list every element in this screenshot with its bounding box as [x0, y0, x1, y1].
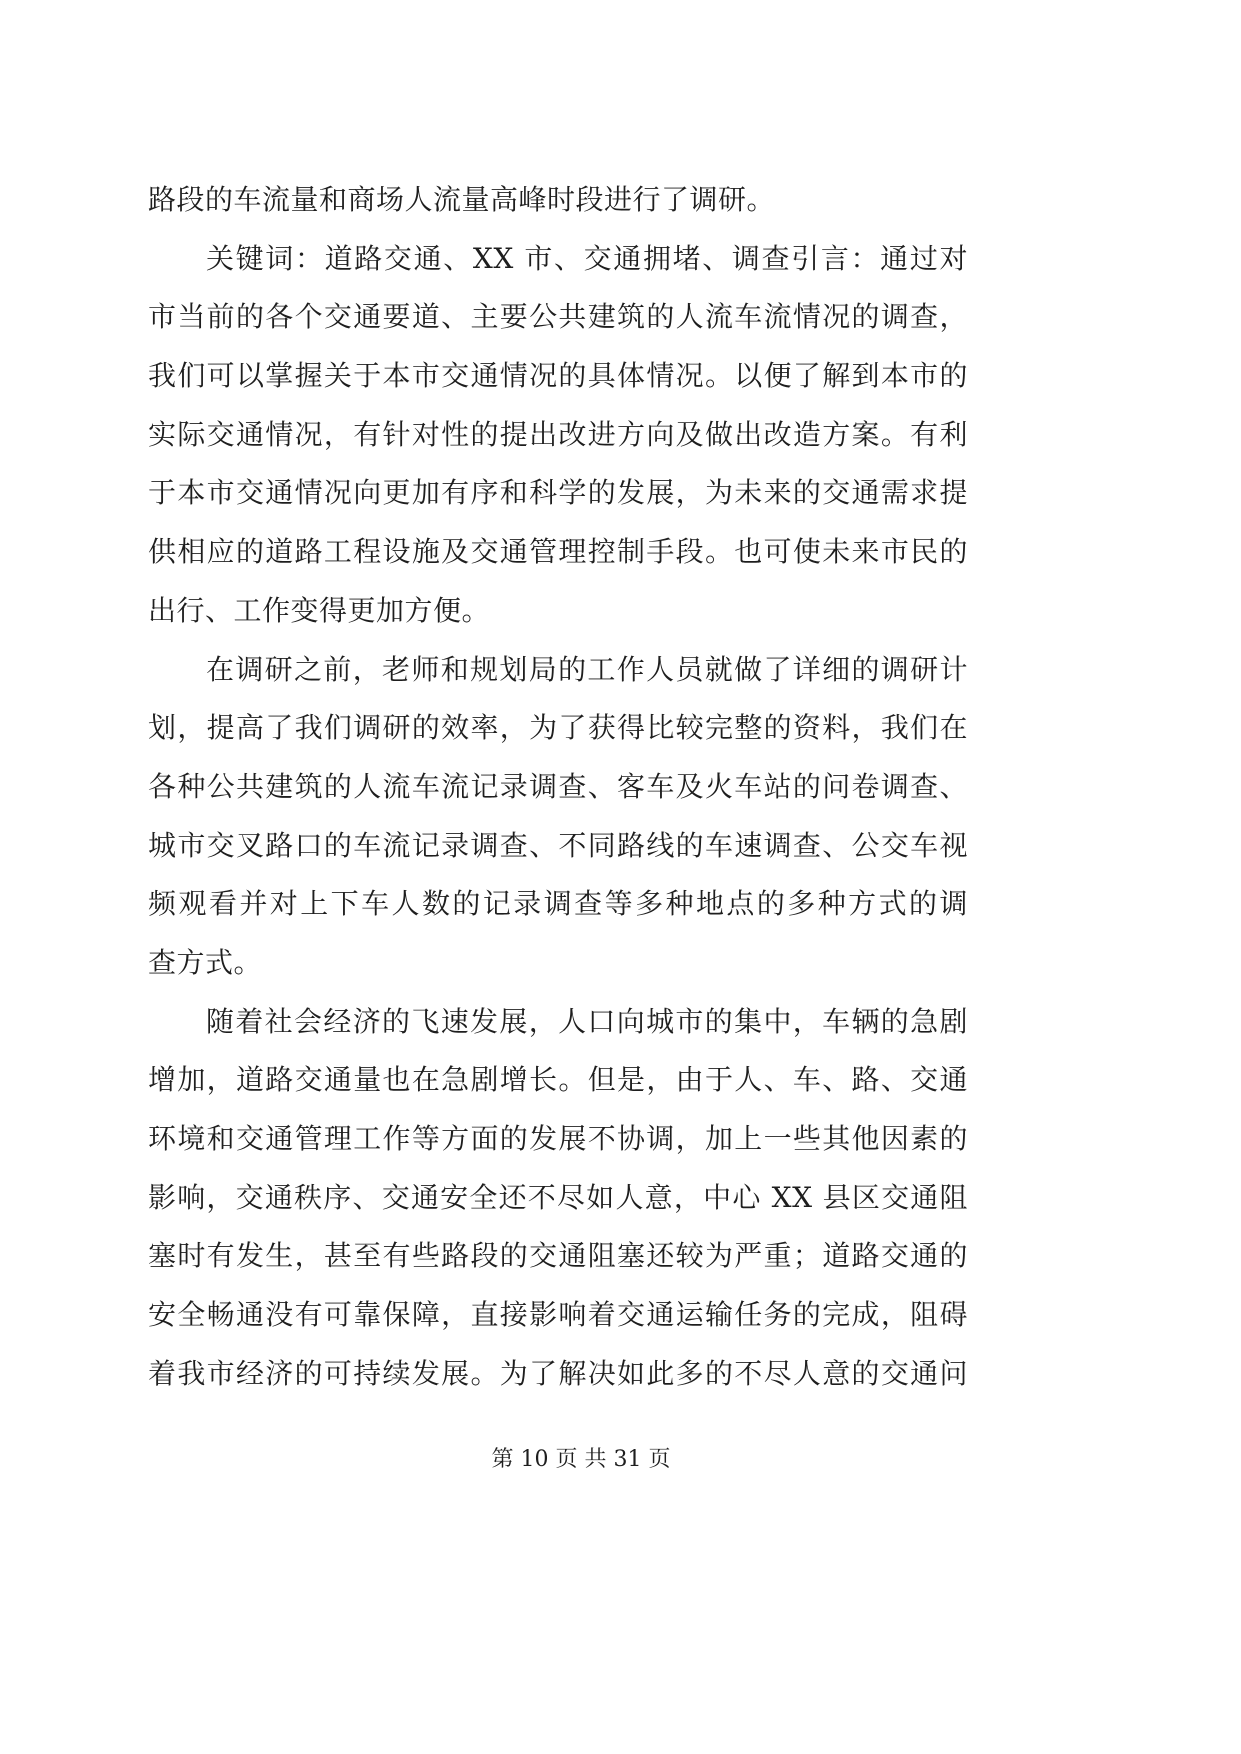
text-line: 安全畅通没有可靠保障，直接影响着交通运输任务的完成，阻碍 — [148, 1298, 968, 1332]
text-line: 增加，道路交通量也在急剧增长。但是，由于人、车、路、交通 — [148, 1063, 968, 1097]
text-line: 随着社会经济的飞速发展，人口向城市的集中，车辆的急剧 — [206, 1004, 968, 1038]
text-line: 市当前的各个交通要道、主要公共建筑的人流车流情况的调查， — [148, 300, 968, 334]
paragraph-continuation — [148, 171, 968, 230]
text-line: 城市交叉路口的车流记录调查、不同路线的车速调查、公交车视 — [148, 828, 968, 862]
text-line: 出行、工作变得更加方便。 — [148, 593, 491, 627]
text-line: 我们可以掌握关于本市交通情况的具体情况。以便了解到本市的 — [148, 359, 968, 393]
paragraph-background — [148, 993, 968, 1404]
text-line: 路段的车流量和商场人流量高峰时段进行了调研。 — [148, 183, 776, 216]
text-line: 频观看并对上下车人数的记录调查等多种地点的多种方式的调 — [148, 887, 968, 921]
paragraph-research-plan — [148, 641, 968, 993]
text-line: 影响，交通秩序、交通安全还不尽如人意，中心 XX 县区交通阻 — [148, 1180, 968, 1214]
text-line: 查方式。 — [148, 945, 263, 979]
text-line: 环境和交通管理工作等方面的发展不协调，加上一些其他因素的 — [148, 1122, 968, 1155]
document-body — [148, 171, 968, 1403]
text-line: 实际交通情况，有针对性的提出改进方向及做出改造方案。有利 — [148, 417, 968, 451]
text-line: 各种公共建筑的人流车流记录调查、客车及火车站的问卷调查、 — [148, 769, 968, 803]
text-line: 供相应的道路工程设施及交通管理控制手段。也可使未来市民的 — [148, 535, 968, 569]
text-line: 着我市经济的可持续发展。为了解决如此多的不尽人意的交通问 — [148, 1356, 968, 1390]
page-number-footer: 第 10 页 共 31 页 — [491, 1447, 671, 1472]
text-line: 在调研之前，老师和规划局的工作人员就做了详细的调研计 — [206, 652, 968, 686]
text-line: 于本市交通情况向更加有序和科学的发展，为未来的交通需求提 — [148, 476, 968, 510]
text-line: 关键词：道路交通、XX 市、交通拥堵、调查引言：通过对 — [206, 241, 968, 275]
paragraph-keywords-introduction — [148, 230, 968, 641]
text-line: 塞时有发生，甚至有些路段的交通阻塞还较为严重；道路交通的 — [148, 1239, 968, 1273]
text-line: 划，提高了我们调研的效率，为了获得比较完整的资料，我们在 — [148, 711, 968, 745]
